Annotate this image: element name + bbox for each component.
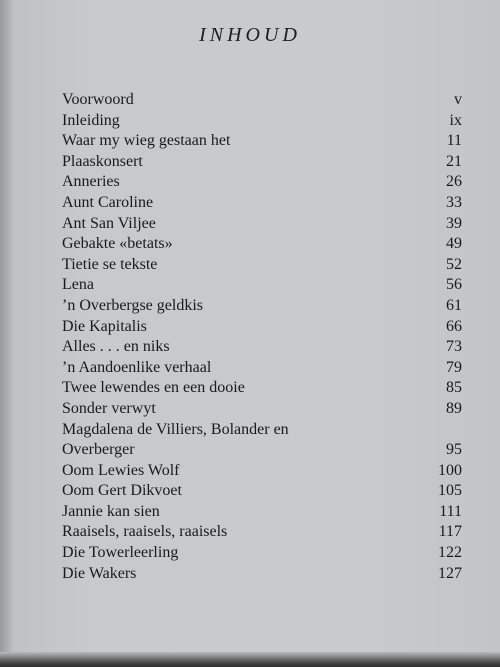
toc-entry-title: Ant San Viljee bbox=[62, 214, 156, 232]
toc-entry-magdalena-de-villiers bbox=[62, 420, 462, 441]
toc-entry-page: v bbox=[454, 91, 462, 108]
toc-entry-title: Plaaskonsert bbox=[62, 152, 143, 170]
toc-entry-title: Raaisels, raaisels, raaisels bbox=[62, 523, 228, 541]
toc-entry-title: Waar my wieg gestaan het bbox=[62, 132, 231, 150]
toc-entry-page: 39 bbox=[446, 214, 462, 232]
toc-entry-title: Die Towerleerling bbox=[62, 544, 179, 562]
toc-entry-gebakte-betats bbox=[62, 234, 462, 255]
toc-entry-page: 105 bbox=[438, 482, 462, 500]
toc-entry-lena bbox=[62, 275, 462, 296]
toc-entry-title: Lena bbox=[62, 276, 94, 294]
toc-entry-title: Magdalena de Villiers, Bolander en bbox=[62, 420, 289, 438]
toc-entry-title: Aunt Caroline bbox=[62, 193, 154, 211]
toc-entry-ant-san-viljee bbox=[62, 214, 462, 235]
toc-entry-die-towerleerling bbox=[62, 543, 462, 564]
toc-entry-tietie-se-tekste bbox=[62, 255, 462, 276]
toc-entry-aandoenlike-verhaal bbox=[62, 358, 462, 379]
toc-entry-inleiding bbox=[62, 111, 462, 132]
toc-entry-title: Inleiding bbox=[62, 111, 120, 129]
toc-entry-raaisels bbox=[62, 522, 462, 543]
toc-entry-page: 111 bbox=[439, 502, 462, 520]
toc-entry-title: Gebakte «betats» bbox=[62, 235, 173, 253]
toc-entry-magdalena-continued bbox=[62, 440, 462, 461]
toc-entry-alles-en-niks bbox=[62, 337, 462, 358]
toc-entry-oom-lewies-wolf bbox=[62, 461, 462, 482]
toc-entry-die-kapitalis bbox=[62, 317, 462, 338]
toc-entry-page: 11 bbox=[446, 132, 462, 150]
toc-entry-oom-gert-dikvoet bbox=[62, 481, 462, 502]
toc-entry-page: 79 bbox=[446, 358, 462, 376]
toc-entry-voorwoord bbox=[62, 90, 462, 111]
toc-entry-title: Jannie kan sien bbox=[62, 502, 160, 520]
toc-entry-page: 95 bbox=[446, 441, 462, 459]
toc-entry-page: 85 bbox=[446, 379, 462, 397]
toc-entry-page: 117 bbox=[438, 523, 462, 541]
page-gutter-shadow bbox=[0, 0, 14, 667]
toc-entry-page: 73 bbox=[446, 338, 462, 356]
toc-entry-jannie-kan-sien bbox=[62, 502, 462, 523]
toc-entry-page: 21 bbox=[446, 152, 462, 170]
toc-entry-title: Alles . . . en niks bbox=[62, 338, 170, 356]
toc-entry-page: 26 bbox=[446, 173, 462, 191]
toc-entry-page: 100 bbox=[438, 461, 462, 479]
toc-entry-page: 56 bbox=[446, 276, 462, 294]
page-bottom-edge bbox=[0, 652, 500, 667]
toc-entry-title: Tietie se tekste bbox=[62, 255, 158, 273]
toc-entry-title: ’n Aandoenlike verhaal bbox=[62, 358, 212, 376]
toc-entry-aunt-caroline bbox=[62, 193, 462, 214]
toc-entry-title: Die Wakers bbox=[62, 564, 137, 582]
toc-entry-plaaskonsert bbox=[62, 152, 462, 173]
toc-entry-overbergse-geldkis bbox=[62, 296, 462, 317]
toc-entry-sonder-verwyt bbox=[62, 399, 462, 420]
toc-entry-title: Die Kapitalis bbox=[62, 317, 147, 335]
toc-entry-title: ’n Overbergse geldkis bbox=[62, 296, 203, 314]
toc-entry-title: Oom Lewies Wolf bbox=[62, 461, 180, 479]
toc-entry-twee-lewendes bbox=[62, 378, 462, 399]
toc-entry-title: Voorwoord bbox=[62, 91, 134, 108]
toc-entry-page: 52 bbox=[446, 255, 462, 273]
toc-entry-title: Anneries bbox=[62, 173, 120, 191]
toc-entry-page: 49 bbox=[446, 235, 462, 253]
table-of-contents bbox=[62, 90, 462, 584]
toc-entry-page: 66 bbox=[446, 317, 462, 335]
toc-entry-title: Sonder verwyt bbox=[62, 399, 156, 417]
toc-entry-page: 61 bbox=[446, 296, 462, 314]
toc-entry-title: Twee lewendes en een dooie bbox=[62, 379, 245, 397]
toc-entry-anneries bbox=[62, 172, 462, 193]
toc-entry-title: Oom Gert Dikvoet bbox=[62, 482, 182, 500]
toc-entry-page: ix bbox=[449, 111, 462, 129]
toc-entry-page: 89 bbox=[446, 399, 462, 417]
toc-entry-die-wakers bbox=[62, 564, 462, 585]
toc-entry-title-continued: Overberger bbox=[62, 441, 135, 459]
toc-entry-page: 122 bbox=[438, 544, 462, 562]
page-title: INHOUD bbox=[199, 24, 301, 46]
toc-entry-page: 127 bbox=[438, 564, 462, 582]
toc-entry-page: 33 bbox=[446, 193, 462, 211]
toc-entry-waar-my-wieg bbox=[62, 131, 462, 152]
